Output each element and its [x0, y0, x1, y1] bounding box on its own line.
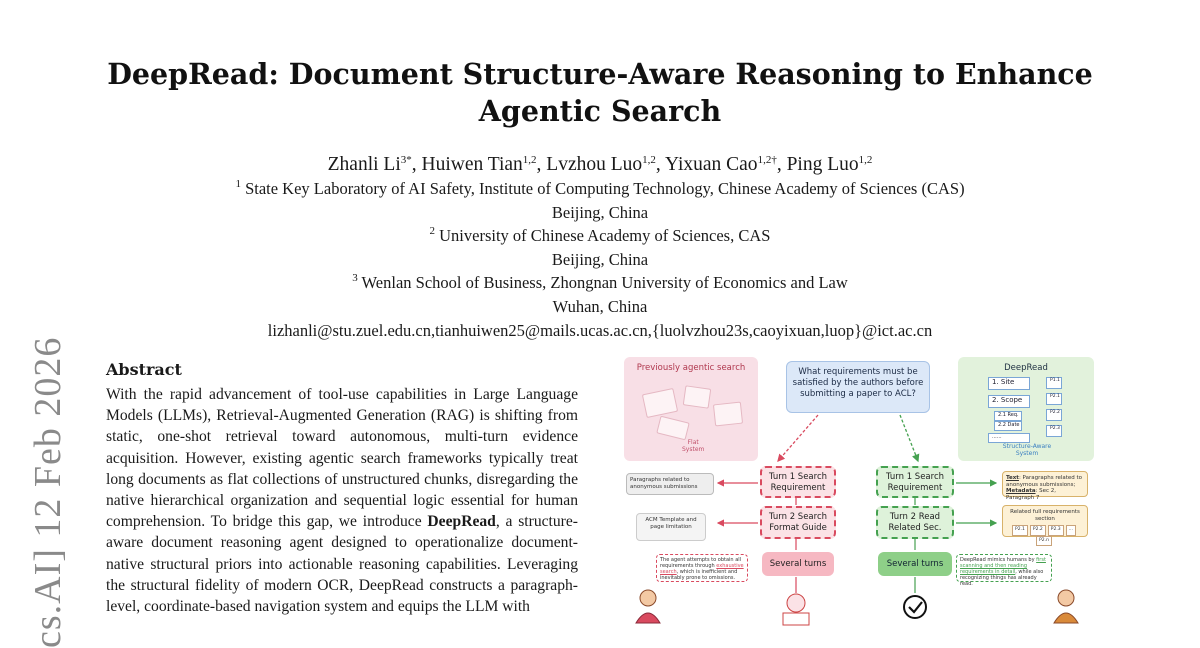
author: Lvzhou Luo$^{1,2}$: [546, 154, 656, 175]
paper-title: DeepRead: Document Structure-Aware Reasoning to Enhance Agentic Search: [107, 57, 1093, 128]
paragraph-node: P2.1: [1046, 393, 1062, 405]
overview-figure: [618, 355, 1098, 648]
right-several-turns: Several turns: [878, 552, 952, 576]
paragraph-chip: ...: [1066, 525, 1076, 536]
panel-title: DeepRead: [1004, 363, 1048, 373]
toc-item: 2.1 Req.: [994, 411, 1022, 421]
abstract-heading: Abstract: [106, 360, 182, 379]
paragraph-chip: P2.1: [1012, 525, 1028, 536]
search-result: ACM Template and page limitation: [636, 513, 706, 541]
person-icon: [636, 590, 660, 623]
toc-item: 2. Scope: [988, 395, 1030, 408]
author: Ping Luo$^{1,2}$: [786, 154, 873, 175]
toc-item: 1. Site: [988, 377, 1030, 390]
person-icon: [1054, 590, 1078, 623]
left-turn-2: Turn 2 Search Format Guide: [760, 506, 836, 539]
section-result: Related full requirements section P2.1 P2.2 P2.3 ...P2.n: [1002, 505, 1088, 537]
author: Yixuan Cao$^{1,2\dagger}$: [664, 154, 777, 175]
confused-reader-icon: [783, 594, 809, 625]
previous-search-panel: [624, 357, 758, 461]
left-turn-1: Turn 1 Search Requirement: [760, 466, 836, 498]
right-turn-1: Turn 1 Search Requirement: [876, 466, 954, 498]
paragraph-chip: P2.3: [1048, 525, 1064, 536]
paragraph-chip: P2.2: [1030, 525, 1046, 536]
chunk-shape: [683, 385, 712, 408]
panel-title: Previously agentic search: [636, 363, 746, 373]
author: Zhanli $Li^{3*}$: [327, 154, 412, 175]
author-emails: lizhanli@stu.zuel.edu.cn,tianhuiwen25@mails.ucas.ac.cn,{luolvzhou23s,caoyixuan,luop}@ict.ac.cn: [267, 321, 933, 340]
left-several-turns: Several turns: [762, 552, 834, 576]
paragraph-node: P1.1: [1046, 377, 1062, 389]
toc-item: ......: [988, 433, 1030, 443]
paragraph-chip: P2.n: [1036, 536, 1052, 547]
chunk-shape: [713, 402, 743, 427]
paragraph-node: P2.2: [1046, 409, 1062, 421]
affiliation-place: Beijing, China: [551, 202, 649, 222]
structure-aware-label: Structure-Aware System: [1002, 443, 1052, 457]
affiliation: $^1$ State Key Laboratory of AI Safety, Institute of Computing Technology, Chinese Academy of Sciences (CAS): [235, 178, 965, 198]
abstract-text: With the rapid advancement of tool-use capabilities in Large Language Models (LLMs), Retrieval-Augmented Generation (RAG) is shifting from static, one-shot retrieval toward autonomous, multi-turn evidence acquisition. However, existing agentic search frameworks typically treat long documents as flat collections of unstructured chunks, disregarding the native hierarchical organization and sequential logic essential for human comprehension. To bridge this gap, we introduce DeepRead, a structure-aware document reasoning agent designed to operationalize document-native structural priors into actionable reasoning capabilities. Leveraging the structural fidelity of modern OCR, DeepRead constructs a paragraph-level, coordinate-based navigation system and equips the LLM with: [106, 386, 578, 616]
author-block: [100, 153, 1100, 343]
author: Huiwen Tian$^{1,2}$: [421, 154, 537, 175]
affiliation: $^2$ University of Chinese Academy of Sciences, CAS: [429, 225, 771, 245]
affiliation-place: Beijing, China: [551, 249, 649, 269]
flat-system-label: Flat System: [682, 439, 705, 453]
system-name: DeepRead: [427, 513, 496, 531]
right-note: DeepRead mimics humans by first scanning and then reading requirements in detail, while also recognizing things has already read.: [956, 554, 1052, 582]
affiliation-place: Wuhan, China: [552, 296, 648, 316]
user-question: What requirements must be satisfied by the authors before submitting a paper to ACL?: [786, 361, 930, 413]
structured-result: Text: Paragraphs related to anonymous submissions; Metadata: Sec 2, Paragraph 7: [1002, 471, 1088, 497]
paragraph-node: P2.3: [1046, 425, 1062, 437]
arxiv-stamp: cs.AI] 12 Feb 2026: [27, 336, 69, 648]
search-result: Paragraphs related to anonymous submissions: [626, 473, 714, 495]
deepread-panel: [958, 357, 1094, 461]
left-note: The agent attempts to obtain all requirements through exhaustive search, which is inefficient and inevitably prone to omissions.: [656, 554, 748, 582]
author-list: Zhanli $Li^{3*}$, Huiwen Tian$^{1,2}$, Lvzhou Luo$^{1,2}$, Yixuan Cao$^{1,2\dagger}$, Ping Luo$^{1,2}$: [327, 154, 873, 175]
chunk-shape: [642, 388, 678, 418]
chunk-shape: [656, 416, 689, 441]
abstract-section: [106, 360, 578, 617]
check-icon: [904, 596, 926, 618]
right-turn-2: Turn 2 Read Related Sec.: [876, 506, 954, 539]
affiliation: $^3$ Wenlan School of Business, Zhongnan University of Economics and Law: [352, 272, 848, 292]
toc-item: 2.2 Date: [994, 421, 1022, 431]
